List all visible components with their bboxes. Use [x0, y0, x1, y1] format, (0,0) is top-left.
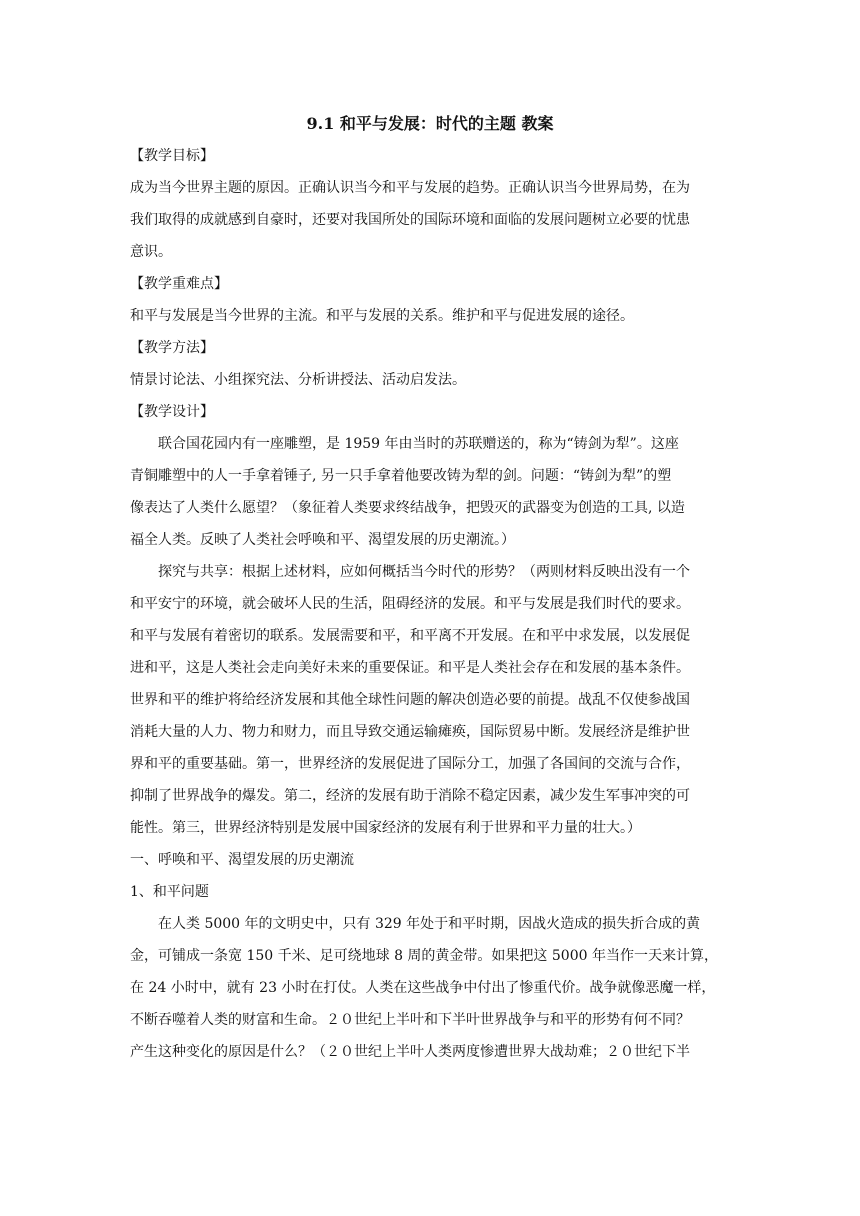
text-line: 和平与发展有着密切的联系。发展需要和平，和平离不开发展。在和平中求发展，以发展促: [130, 628, 690, 644]
heading-objectives: 【教学目标】: [130, 148, 214, 164]
text-line: 产生这种变化的原因是什么？（２０世纪上半叶人类两度惨遭世界大战劫难；２０世纪下半: [130, 1044, 690, 1060]
text-line: 界和平的重要基础。第一，世界经济的发展促进了国际分工，加强了各国间的交流与合作，: [130, 756, 690, 772]
text-line: 探究与共享：根据上述材料，应如何概括当今时代的形势？（两则材料反映出没有一个: [158, 564, 690, 580]
section-heading-1: 一、呼唤和平、渴望发展的历史潮流: [130, 852, 354, 868]
text-line: 和平安宁的环境，就会破坏人民的生活，阻碍经济的发展。和平与发展是我们时代的要求。: [130, 596, 690, 612]
text-line: 金，可铺成一条宽 150 千米、足可绕地球 8 周的黄金带。如果把这 5000 年当作一天来计算，: [130, 948, 718, 964]
text-line: 世界和平的维护将给经济发展和其他全球性问题的解决创造必要的前提。战乱不仅使参战国: [130, 692, 690, 708]
subsection-heading-peace: 1、和平问题: [130, 884, 209, 900]
text-line: 联合国花园内有一座雕塑，是 1959 年由当时的苏联赠送的，称为“铸剑为犁”。这座: [158, 436, 679, 452]
text-line: 不断吞噬着人类的财富和生命。２０世纪上半叶和下半叶世界战争与和平的形势有何不同？: [130, 1012, 690, 1028]
text-line: 和平与发展是当今世界的主流。和平与发展的关系。维护和平与促进发展的途径。: [130, 308, 634, 324]
text-line: 抑制了世界战争的爆发。第二，经济的发展有助于消除不稳定因素，减少发生军事冲突的可: [130, 788, 690, 804]
text-line: 在人类 5000 年的文明史中，只有 329 年处于和平时期，因战火造成的损失折合成的黄: [158, 916, 701, 932]
heading-key-points: 【教学重难点】: [130, 276, 228, 292]
text-line: 在 24 小时中，就有 23 小时在打仗。人类在这些战争中付出了惨重代价。战争就像恶魔一样，: [130, 980, 716, 996]
text-line: 青铜雕塑中的人一手拿着锤子, 另一只手拿着他要改铸为犁的剑。问题：“铸剑为犁”的塑: [130, 468, 672, 484]
text-line: 情景讨论法、小组探究法、分析讲授法、活动启发法。: [130, 372, 466, 388]
text-line: 进和平，这是人类社会走向美好未来的重要保证。和平是人类社会存在和发展的基本条件。: [130, 660, 690, 676]
text-line: 像表达了人类什么愿望？（象征着人类要求终结战争，把毁灭的武器变为创造的工具, 以造: [130, 500, 685, 516]
text-line: 消耗大量的人力、物力和财力，而且导致交通运输瘫痪，国际贸易中断。发展经济是维护世: [130, 724, 690, 740]
text-line: 意识。: [130, 244, 172, 260]
document-page: [130, 108, 730, 1068]
heading-design: 【教学设计】: [130, 404, 214, 420]
heading-methods: 【教学方法】: [130, 340, 214, 356]
text-line: 福全人类。反映了人类社会呼唤和平、渴望发展的历史潮流。）: [130, 532, 515, 548]
text-line: 我们取得的成就感到自豪时，还要对我国所处的国际环境和面临的发展问题树立必要的忧患: [130, 212, 690, 228]
text-line: 能性。第三，世界经济特别是发展中国家经济的发展有利于世界和平力量的壮大。）: [130, 820, 641, 836]
text-line: 成为当今世界主题的原因。正确认识当今和平与发展的趋势。正确认识当今世界局势，在为: [130, 180, 690, 196]
page-title: 9.1 和平与发展：时代的主题 教案: [306, 114, 554, 133]
